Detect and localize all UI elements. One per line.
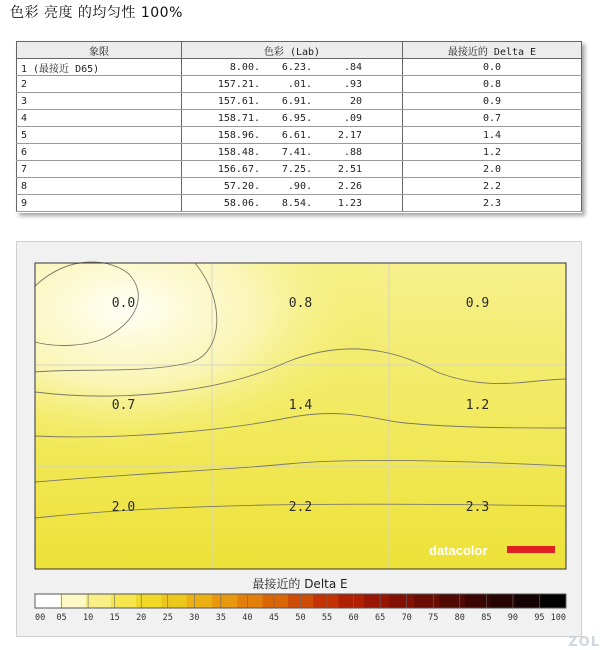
scale-swatch <box>212 594 238 608</box>
table-row <box>17 93 582 110</box>
scale-tick-label: 25 <box>162 613 173 623</box>
scale-swatch <box>515 594 541 608</box>
scale-tick-label: 15 <box>109 613 120 623</box>
cell-value-label: 1.4 <box>288 398 313 413</box>
scale-swatch <box>465 594 491 608</box>
scale-tick-label: 80 <box>454 613 465 623</box>
cell-lab <box>182 76 403 93</box>
lab-a-value: 6.95. <box>281 112 312 124</box>
scale-tick-label: 00 <box>35 613 46 623</box>
scale-tick-label: 45 <box>268 613 280 623</box>
lab-a-value: .01. <box>287 78 312 90</box>
table-row <box>17 144 582 161</box>
scale-tick-label: 70 <box>401 613 412 623</box>
measurement-table <box>16 41 582 213</box>
cell-lab <box>182 144 403 161</box>
table-row <box>17 195 582 212</box>
scale-tick-label: 40 <box>242 613 253 623</box>
cell-value-label: 2.3 <box>465 500 490 515</box>
cell-lab <box>182 178 403 195</box>
scale-tick-label: 10 <box>82 613 94 623</box>
legend-title: 最接近的 Delta E <box>252 577 348 591</box>
scale-tick-label: 55 <box>321 613 333 623</box>
lab-b-value: 1.23 <box>337 197 362 209</box>
scale-swatch <box>136 594 162 608</box>
cell-delta-e: 0.9 <box>403 93 582 110</box>
lab-b-value: 2.17 <box>337 129 362 141</box>
cell-lab <box>182 59 403 76</box>
table-row <box>17 110 582 127</box>
lab-l-value: 8.00. <box>229 61 260 73</box>
uniformity-chart-panel <box>16 241 582 637</box>
scale-tick-label: 30 <box>189 613 200 623</box>
cell-delta-e: 0.7 <box>403 110 582 127</box>
cell-lab <box>182 161 403 178</box>
lab-a-value: 8.54. <box>281 197 312 209</box>
cell-quadrant: 6 <box>17 144 182 161</box>
scale-swatch <box>35 594 61 608</box>
lab-l-value: 157.21. <box>217 78 260 90</box>
lab-a-value: 7.25. <box>281 163 312 175</box>
cell-delta-e: 0.0 <box>403 59 582 76</box>
cell-value-label: 0.9 <box>465 296 490 311</box>
table-row <box>17 59 582 76</box>
scale-tick-label: 05 <box>56 613 67 623</box>
lab-a-value: 6.61. <box>281 129 312 141</box>
cell-quadrant: 1 (最接近 D65) <box>17 59 182 76</box>
lab-l-value: 157.61. <box>217 95 260 107</box>
lab-b-value: 2.51 <box>337 163 362 175</box>
scale-swatch <box>414 594 440 608</box>
scale-swatch <box>60 594 86 608</box>
scale-swatch <box>490 594 516 608</box>
scale-tick-label: 75 <box>428 613 439 623</box>
cell-lab <box>182 93 403 110</box>
cell-value-label: 0.7 <box>111 398 136 413</box>
cell-value-label: 0.8 <box>288 296 313 311</box>
scale-tick-label: 35 <box>215 613 226 623</box>
cell-value-label: 1.2 <box>465 398 490 413</box>
lab-l-value: 158.48. <box>217 146 260 158</box>
scale-swatch <box>86 594 112 608</box>
scale-tick-label: 90 <box>507 613 519 623</box>
scale-tick-label: 65 <box>375 613 386 623</box>
cell-quadrant: 2 <box>17 76 182 93</box>
cell-quadrant: 7 <box>17 161 182 178</box>
lab-b-value: .84 <box>343 61 362 73</box>
heatmap-area <box>35 262 566 569</box>
scale-swatch <box>187 594 213 608</box>
table-row <box>17 76 582 93</box>
header-delta-e: 最接近的 Delta E <box>403 42 582 59</box>
table-row <box>17 127 582 144</box>
scale-swatch <box>440 594 466 608</box>
table-row <box>17 178 582 195</box>
cell-quadrant: 3 <box>17 93 182 110</box>
scale-swatch <box>263 594 289 608</box>
cell-value-label: 0.0 <box>111 296 136 311</box>
header-quadrant: 象限 <box>17 42 182 59</box>
scale-tick-label: 100 <box>550 613 566 623</box>
lab-a-value: 7.41. <box>281 146 312 158</box>
scale-swatch <box>364 594 390 608</box>
lab-l-value: 158.96. <box>217 129 260 141</box>
lab-a-value: 6.23. <box>281 61 312 73</box>
cell-delta-e: 1.4 <box>403 127 582 144</box>
lab-b-value: .09 <box>343 112 362 124</box>
watermark: ZOL <box>568 635 600 650</box>
lab-l-value: 58.06. <box>223 197 260 209</box>
cell-lab <box>182 110 403 127</box>
scale-swatch <box>541 594 567 608</box>
page-title: 色彩 亮度 的均匀性 100% <box>10 5 183 21</box>
cell-quadrant: 9 <box>17 195 182 212</box>
scale-swatch <box>389 594 415 608</box>
cell-value-label: 2.0 <box>111 500 136 515</box>
cell-lab <box>182 127 403 144</box>
lab-l-value: 158.71. <box>217 112 260 124</box>
cell-delta-e: 0.8 <box>403 76 582 93</box>
header-color-lab: 色彩 (Lab) <box>182 42 403 59</box>
scale-swatch <box>313 594 339 608</box>
lab-l-value: 156.67. <box>217 163 260 175</box>
cell-quadrant: 4 <box>17 110 182 127</box>
datacolor-logo-text: datacolor <box>429 543 488 558</box>
table-row <box>17 161 582 178</box>
scale-tick-label: 20 <box>136 613 147 623</box>
lab-b-value: 2.26 <box>337 180 362 192</box>
delta-e-color-scale <box>35 594 567 623</box>
table-header-row <box>17 42 582 59</box>
lab-b-value: .93 <box>343 78 362 90</box>
scale-tick-label: 60 <box>348 613 359 623</box>
cell-quadrant: 8 <box>17 178 182 195</box>
cell-quadrant: 5 <box>17 127 182 144</box>
cell-value-label: 2.2 <box>288 500 313 515</box>
scale-tick-label: 85 <box>481 613 492 623</box>
lab-l-value: 57.20. <box>223 180 260 192</box>
scale-swatch <box>161 594 187 608</box>
lab-a-value: .90. <box>287 180 312 192</box>
scale-tick-label: 95 <box>534 613 545 623</box>
datacolor-logo-bar <box>507 546 555 553</box>
cell-delta-e: 2.2 <box>403 178 582 195</box>
scale-swatch <box>338 594 364 608</box>
cell-delta-e: 2.0 <box>403 161 582 178</box>
cell-delta-e: 2.3 <box>403 195 582 212</box>
lab-b-value: .88 <box>343 146 362 158</box>
cell-lab <box>182 195 403 212</box>
lab-b-value: 20 <box>349 95 362 107</box>
scale-tick-label: 50 <box>295 613 306 623</box>
lab-a-value: 6.91. <box>281 95 312 107</box>
scale-swatch <box>237 594 263 608</box>
cell-delta-e: 1.2 <box>403 144 582 161</box>
